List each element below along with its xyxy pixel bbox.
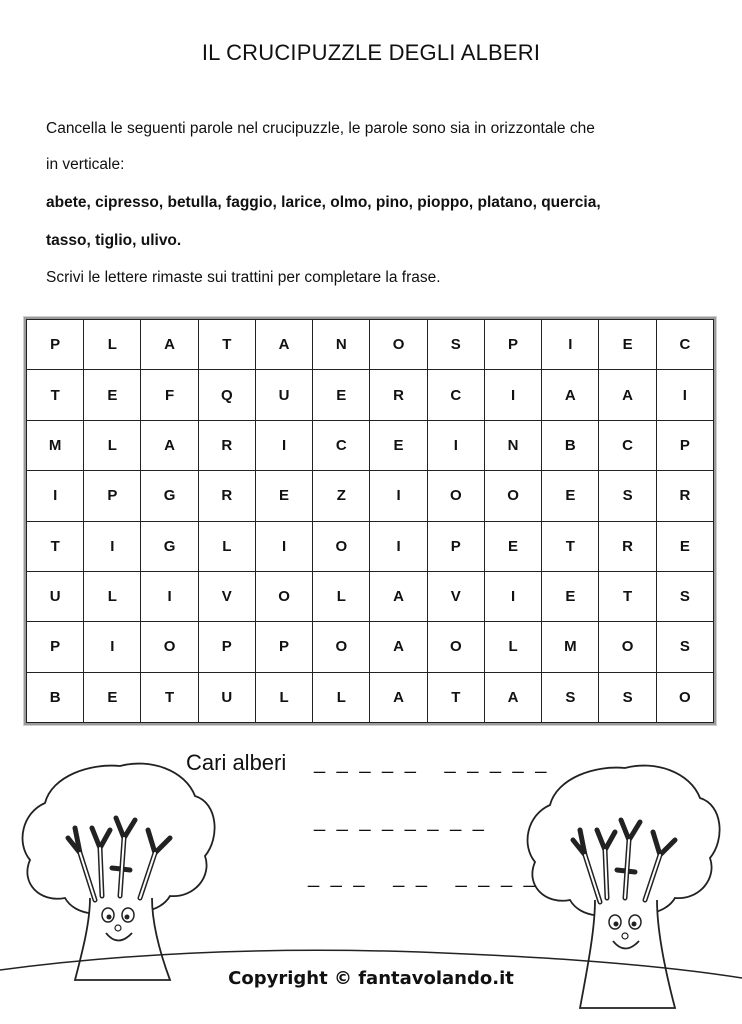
instruction-line-3: Scrivi le lettere rimaste sui trattini per completare la frase.: [46, 269, 441, 286]
grid-cell[interactable]: I: [255, 420, 312, 470]
grid-cell[interactable]: L: [84, 420, 141, 470]
grid-cell[interactable]: L: [484, 622, 541, 672]
grid-cell[interactable]: R: [198, 471, 255, 521]
grid-cell[interactable]: R: [656, 471, 713, 521]
grid-cell[interactable]: P: [255, 622, 312, 672]
grid-cell[interactable]: S: [542, 672, 599, 722]
grid-cell[interactable]: O: [427, 471, 484, 521]
grid-cell[interactable]: C: [427, 370, 484, 420]
grid-cell[interactable]: E: [370, 420, 427, 470]
grid-cell[interactable]: A: [370, 622, 427, 672]
grid-cell[interactable]: P: [27, 622, 84, 672]
grid-cell[interactable]: P: [84, 471, 141, 521]
grid-cell[interactable]: E: [255, 471, 312, 521]
grid-cell[interactable]: V: [198, 571, 255, 621]
grid-row: [27, 622, 714, 672]
grid-cell[interactable]: I: [84, 521, 141, 571]
grid-cell[interactable]: O: [370, 320, 427, 370]
grid-cell[interactable]: G: [141, 471, 198, 521]
instruction-line-2: in verticale:: [46, 156, 125, 173]
grid-cell[interactable]: B: [542, 420, 599, 470]
grid-cell[interactable]: A: [599, 370, 656, 420]
grid-cell[interactable]: E: [599, 320, 656, 370]
grid-cell[interactable]: I: [84, 622, 141, 672]
grid-cell[interactable]: A: [255, 320, 312, 370]
grid-cell[interactable]: T: [198, 320, 255, 370]
grid-cell[interactable]: S: [599, 672, 656, 722]
grid-cell[interactable]: I: [484, 571, 541, 621]
grid-row: [27, 521, 714, 571]
grid-cell[interactable]: U: [198, 672, 255, 722]
grid-cell[interactable]: P: [198, 622, 255, 672]
grid-cell[interactable]: R: [198, 420, 255, 470]
grid-cell[interactable]: N: [313, 320, 370, 370]
word-search-grid: [24, 317, 716, 725]
grid-cell[interactable]: I: [27, 471, 84, 521]
grid-cell[interactable]: U: [27, 571, 84, 621]
grid-cell[interactable]: N: [484, 420, 541, 470]
grid-cell[interactable]: E: [484, 521, 541, 571]
grid-cell[interactable]: T: [542, 521, 599, 571]
grid-cell[interactable]: T: [141, 672, 198, 722]
grid-cell[interactable]: S: [427, 320, 484, 370]
grid-cell[interactable]: A: [370, 571, 427, 621]
grid-cell[interactable]: O: [255, 571, 312, 621]
grid-row: [27, 370, 714, 420]
grid-cell[interactable]: C: [313, 420, 370, 470]
answer-dashes-line-2: _ _ _ _ _ _ _ _: [314, 810, 487, 832]
grid-cell[interactable]: A: [484, 672, 541, 722]
grid-cell[interactable]: O: [141, 622, 198, 672]
grid-cell[interactable]: S: [656, 622, 713, 672]
grid-row: [27, 420, 714, 470]
grid-cell[interactable]: F: [141, 370, 198, 420]
grid-cell[interactable]: A: [141, 320, 198, 370]
grid-cell[interactable]: A: [370, 672, 427, 722]
grid-cell[interactable]: B: [27, 672, 84, 722]
grid-cell[interactable]: T: [599, 571, 656, 621]
instruction-line-1: Cancella le seguenti parole nel crucipuzzle, le parole sono sia in orizzontale che: [46, 120, 595, 137]
grid-cell[interactable]: S: [599, 471, 656, 521]
grid-cell[interactable]: O: [313, 521, 370, 571]
grid-cell[interactable]: V: [427, 571, 484, 621]
grid-cell[interactable]: S: [656, 571, 713, 621]
grid-cell[interactable]: L: [313, 672, 370, 722]
grid-row: [27, 571, 714, 621]
word-list-line-1: abete, cipresso, betulla, faggio, larice, olmo, pino, pioppo, platano, quercia,: [46, 194, 601, 211]
grid-cell[interactable]: T: [27, 370, 84, 420]
grid-cell[interactable]: E: [542, 471, 599, 521]
grid-cell[interactable]: L: [84, 320, 141, 370]
grid-cell[interactable]: O: [427, 622, 484, 672]
grid-cell[interactable]: E: [313, 370, 370, 420]
grid-cell[interactable]: T: [27, 521, 84, 571]
grid-cell[interactable]: O: [656, 672, 713, 722]
grid-cell[interactable]: O: [484, 471, 541, 521]
grid-row: [27, 320, 714, 370]
answer-dashes-line-1: _ _ _ _ _ _ _ _ _ _: [314, 752, 550, 774]
grid-cell[interactable]: E: [542, 571, 599, 621]
grid-cell[interactable]: Q: [198, 370, 255, 420]
grid-cell[interactable]: P: [427, 521, 484, 571]
grid-cell[interactable]: E: [84, 672, 141, 722]
grid-cell[interactable]: I: [255, 521, 312, 571]
answer-dashes-line-3: _ _ _ _ _ _ _ _ _: [308, 866, 538, 888]
grid-cell[interactable]: I: [484, 370, 541, 420]
grid-table: [26, 319, 714, 723]
grid-cell[interactable]: I: [370, 521, 427, 571]
grid-cell[interactable]: I: [427, 420, 484, 470]
grid-cell[interactable]: P: [27, 320, 84, 370]
copyright: Copyright © fantavolando.it: [228, 968, 514, 989]
grid-cell[interactable]: C: [599, 420, 656, 470]
grid-cell[interactable]: I: [656, 370, 713, 420]
grid-cell[interactable]: P: [484, 320, 541, 370]
grid-cell[interactable]: I: [141, 571, 198, 621]
grid-cell[interactable]: L: [313, 571, 370, 621]
word-list-line-2: tasso, tiglio, ulivo.: [46, 232, 182, 249]
grid-cell[interactable]: A: [141, 420, 198, 470]
grid-cell[interactable]: Z: [313, 471, 370, 521]
grid-cell[interactable]: T: [427, 672, 484, 722]
grid-cell[interactable]: L: [255, 672, 312, 722]
page-title: IL CRUCIPUZZLE DEGLI ALBERI: [201, 40, 541, 65]
phrase-start: Cari alberi: [186, 750, 287, 775]
grid-cell[interactable]: I: [370, 471, 427, 521]
grid-cell[interactable]: E: [656, 521, 713, 571]
grid-row: [27, 471, 714, 521]
grid-cell[interactable]: O: [313, 622, 370, 672]
grid-cell[interactable]: C: [656, 320, 713, 370]
grid-cell[interactable]: O: [599, 622, 656, 672]
grid-cell[interactable]: L: [84, 571, 141, 621]
grid-cell[interactable]: R: [370, 370, 427, 420]
grid-cell[interactable]: M: [542, 622, 599, 672]
grid-cell[interactable]: M: [27, 420, 84, 470]
grid-row: [27, 672, 714, 722]
grid-cell[interactable]: E: [84, 370, 141, 420]
grid-cell[interactable]: G: [141, 521, 198, 571]
grid-cell[interactable]: R: [599, 521, 656, 571]
grid-cell[interactable]: A: [542, 370, 599, 420]
grid-cell[interactable]: L: [198, 521, 255, 571]
grid-cell[interactable]: U: [255, 370, 312, 420]
grid-cell[interactable]: P: [656, 420, 713, 470]
grid-cell[interactable]: I: [542, 320, 599, 370]
